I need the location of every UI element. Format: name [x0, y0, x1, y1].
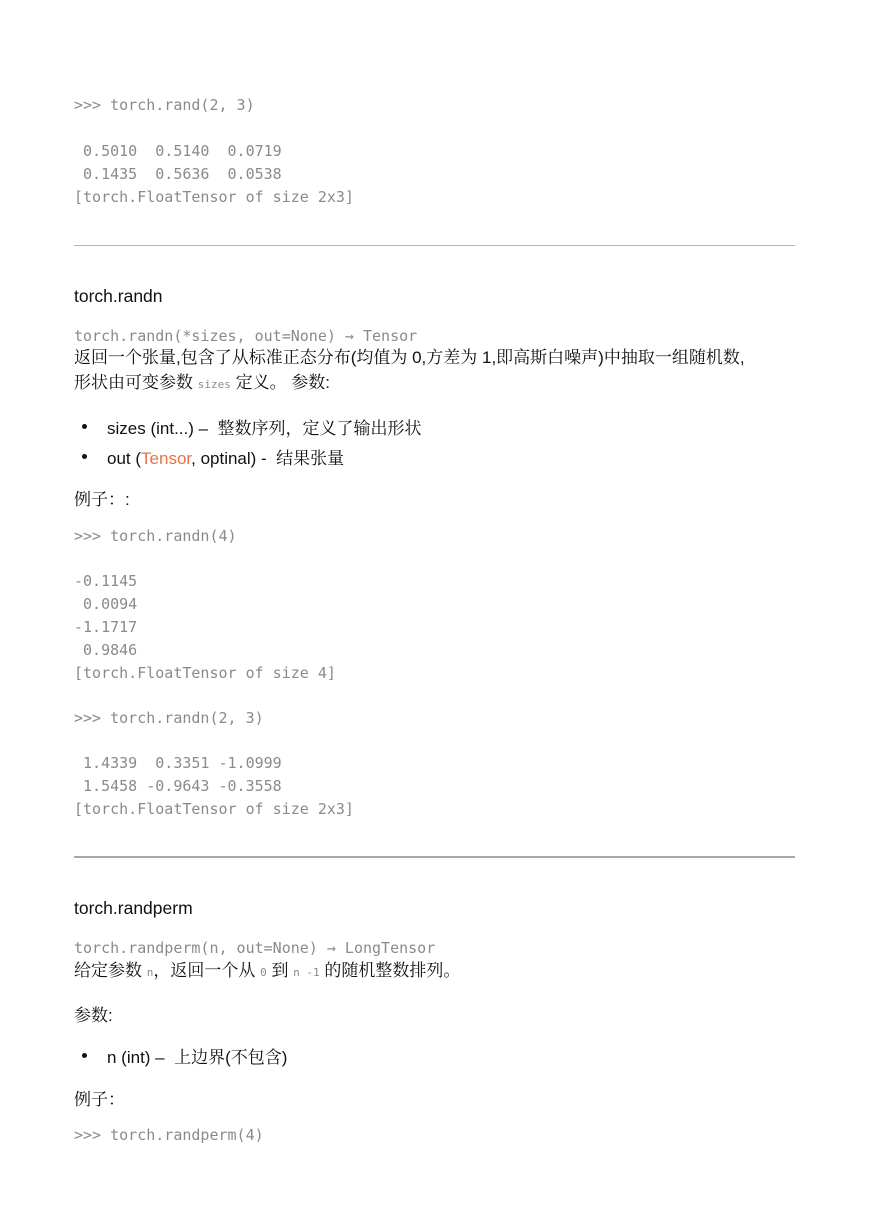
examples-label: 例子： [74, 1090, 125, 1109]
randn-example-output-line: 0.0094 [74, 595, 138, 613]
params-label: 参数: [74, 1006, 113, 1025]
randn-example-prompt: >>> torch.randn(4) [74, 527, 237, 545]
rand-example-prompt: >>> torch.rand(2, 3) [74, 96, 255, 114]
param-desc: 整数序列，定义了输出形状 [217, 419, 422, 438]
param-item [107, 1043, 287, 1068]
param-desc: 结果张量 [276, 449, 345, 468]
bullet-icon [82, 1053, 87, 1058]
randn-example-output-line: 1.5458 -0.9643 -0.3558 [74, 777, 282, 795]
randn-description-line [74, 370, 330, 397]
randperm-desc-text: 到 [266, 961, 294, 980]
randn-example-output-line: 1.4339 0.3351 -1.0999 [74, 754, 282, 772]
randperm-desc-text: 的随机整数排列。 [319, 961, 461, 980]
param-name: n (int) – [107, 1048, 165, 1067]
examples-label: 例子：: [74, 490, 130, 509]
inline-code-n-minus-1: n -1 [293, 966, 320, 979]
randperm-example-prompt: >>> torch.randperm(4) [74, 1126, 264, 1144]
randn-title: torch.randn [74, 286, 163, 306]
randn-example-prompt: >>> torch.randn(2, 3) [74, 709, 264, 727]
inline-code-sizes: sizes [197, 378, 231, 391]
randn-desc-text: 形状由可变参数 [74, 373, 198, 392]
randn-example-output-line: -0.1145 [74, 572, 138, 590]
section-divider [74, 856, 795, 858]
randperm-description [74, 958, 460, 985]
rand-example-output-line: 0.5010 0.5140 0.0719 [74, 142, 282, 160]
param-name: sizes (int...) – [107, 419, 209, 438]
param-desc: 上边界(不包含) [174, 1048, 288, 1067]
randperm-title: torch.randperm [74, 898, 193, 918]
randperm-signature: torch.randperm(n, out=None) → LongTensor [74, 939, 436, 957]
inline-code-zero: 0 [260, 966, 267, 979]
rand-example-output-line: [torch.FloatTensor of size 2x3] [74, 188, 354, 206]
randn-description-line: 返回一个张量,包含了从标准正态分布(均值为 0,方差为 1,即高斯白噪声)中抽取一组随机数, [74, 348, 745, 367]
randn-desc-text: 定义。 参数: [230, 373, 331, 392]
section-divider [74, 245, 795, 246]
randn-example-output-line: 0.9846 [74, 641, 138, 659]
bullet-icon [82, 454, 87, 459]
param-name: , optinal) - [191, 449, 267, 468]
tensor-link[interactable]: Tensor [141, 449, 192, 468]
randperm-desc-text: 给定参数 [74, 961, 147, 980]
inline-code-n: n [146, 966, 154, 979]
param-item [107, 444, 344, 469]
bullet-icon [82, 424, 87, 429]
randn-example-output-line: [torch.FloatTensor of size 2x3] [74, 800, 354, 818]
randn-signature: torch.randn(*sizes, out=None) → Tensor [74, 327, 418, 345]
param-name: out ( [107, 449, 142, 468]
randperm-desc-text: ，返回一个从 [153, 961, 261, 980]
rand-example-output-line: 0.1435 0.5636 0.0538 [74, 165, 282, 183]
randn-example-output-line: -1.1717 [74, 618, 138, 636]
param-item [107, 414, 422, 439]
randn-example-output-line: [torch.FloatTensor of size 4] [74, 664, 336, 682]
